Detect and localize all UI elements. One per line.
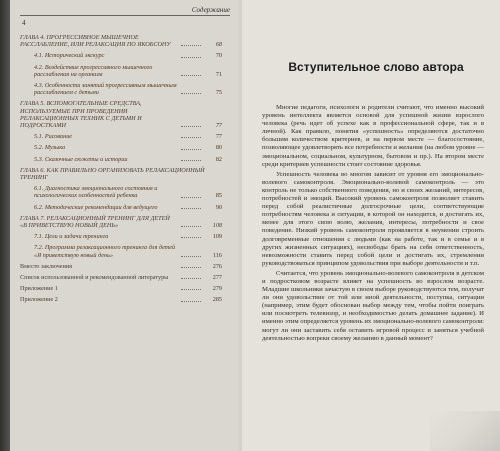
toc-leader-dots [181, 197, 201, 198]
toc-leader-dots [181, 93, 201, 94]
toc-entry [20, 285, 222, 292]
right-page [242, 0, 500, 451]
toc-entry [20, 263, 222, 270]
paragraph: Многие педагоги, психологи и родители считают, что именно высокий уровень интеллекта является основой для успешной жизни взрослого человека (речь идет об успехе как в профессиональной сфере, так и в личной). Как правило, понятия «успешность» определяются достаточно большим количеством критериев, и на первом месте — благосостояние, позволяющее удовлетворять все потребности и желания (на любом уровне — эмоциональном, социальном, культурном, бытовом и пр.). На втором месте среди критериев успешности стоит состояние здоровья. [262, 104, 484, 168]
toc-entry-title: ГЛАВА 6. КАК ПРАВИЛЬНО ОРГАНИЗОВАТЬ РЕЛАКСАЦИОННЫЙ ТРЕНИНГ [20, 166, 205, 182]
toc-chapter [20, 215, 222, 229]
toc-leader-dots [181, 149, 201, 150]
toc-entry-title: 7.1. Цели и задачи тренинга [34, 233, 109, 241]
body-text [262, 104, 484, 345]
toc-entry [20, 52, 222, 59]
toc-leader-dots [181, 256, 201, 257]
left-page [10, 0, 238, 451]
toc-page-number: 276 [212, 262, 222, 270]
toc-leader-dots [181, 45, 201, 46]
toc-chapter [20, 34, 222, 48]
toc-entry-title: 4.2. Воздействие прогрессивного мышечного расслабления на организм [34, 63, 153, 78]
toc-leader-dots [181, 126, 201, 127]
toc-entry [20, 296, 222, 303]
toc-entry [20, 144, 222, 151]
toc-entry-title: 7.2. Программа релаксационного тренинга для детей «Я приветствую новый день» [34, 244, 176, 259]
toc-leader-dots [181, 301, 201, 302]
toc-page-number: 75 [215, 89, 222, 97]
toc-leader-dots [181, 75, 201, 76]
toc-entry-title: ГЛАВА 5. ВСПОМОГАТЕЛЬНЫЕ СРЕДСТВА, ИСПОЛЬЗУЕМЫЕ ПРИ ПРОВЕДЕНИИ РЕЛАКСАЦИОННЫХ ТЕХНИК С ДЕТЬМИ И ПОДРОСТКАМИ [20, 100, 142, 130]
toc-page-number: 71 [215, 70, 222, 78]
toc-page-number: 70 [215, 52, 222, 60]
toc-leader-dots [181, 57, 201, 58]
toc-entry [20, 244, 222, 258]
toc-entry-title: 6.1. Диагностика эмоционального состояния и психологических особенностей ребенка [34, 185, 158, 200]
toc-page-number: 109 [212, 233, 222, 241]
toc-leader-dots [181, 208, 201, 209]
paragraph: Считается, что уровень эмоционально-волевого самоконтроля в детском и подростковом возрасте влияет на успешность во взрослом возрасте. Младшие школьники зачастую в своем выборе руководствуются тем, получат ли они удовольствие от той или иной деятельности, поступка, ситуации (например, этим будет обоснован выбор между тем, чтобы пойти поиграть или посмотреть телевизор, и необходимостью делать домашнее задание). И именно этим определяется уровень их эмоционально-волевого самоконтроля: могут ли они заставить себя оставить игровой процесс и заняться учебной деятельностью вопреки своему желанию в данный момент? [262, 269, 484, 342]
toc-page-number: 80 [215, 144, 222, 152]
toc-page-number: 85 [215, 192, 222, 200]
toc-entry [20, 185, 222, 199]
table-of-contents [20, 30, 222, 304]
toc-entry [20, 204, 222, 211]
toc-page-number: 116 [212, 251, 222, 259]
toc-entry-title: 4.3. Особенности занятий прогрессивным мышечным расслаблением с детьми [34, 82, 177, 97]
toc-entry [20, 133, 222, 140]
toc-chapter [20, 167, 222, 181]
toc-page-number: 279 [212, 285, 222, 293]
toc-page-number: 77 [215, 122, 222, 130]
toc-entry-title: ГЛАВА 7. РЕЛАКСАЦИОННЫЙ ТРЕНИНГ ДЛЯ ДЕТЕЙ «В ПРИВЕТСТВУЮ НОВЫЙ ДЕНЬ» [20, 214, 170, 230]
toc-entry-title: 5.2. Музыка [34, 144, 66, 152]
toc-entry [20, 156, 222, 163]
toc-entry-title: 4.1. Исторический экскурс [34, 52, 105, 60]
toc-leader-dots [181, 137, 201, 138]
page-title: Вступительное слово автора [288, 60, 464, 74]
left-page-number: 4 [22, 19, 26, 27]
toc-entry [20, 233, 222, 240]
toc-page-number: 77 [215, 133, 222, 141]
toc-page-number: 82 [215, 155, 222, 163]
toc-page-number: 90 [215, 203, 222, 211]
toc-entry [20, 82, 222, 96]
toc-entry-title: ГЛАВА 4. ПРОГРЕССИВНОЕ МЫШЕЧНОЕ РАССЛАБЛЕНИЕ, ИЛИ РЕЛАКСАЦИЯ ПО ЯКОБСОНУ [20, 34, 171, 49]
toc-page-number: 68 [215, 41, 222, 49]
toc-leader-dots [181, 160, 201, 161]
page-shadow [430, 411, 500, 451]
toc-entry-title: Приложение 2 [20, 296, 58, 304]
toc-entry [20, 64, 222, 78]
toc-entry-title: Вместо заключения [20, 262, 72, 270]
toc-chapter [20, 100, 222, 129]
toc-page-number: 277 [212, 274, 222, 282]
toc-page-number: 285 [212, 296, 222, 304]
toc-leader-dots [181, 237, 201, 238]
toc-entry-title: Список использованной и рекомендованной литературы [20, 274, 169, 282]
toc-entry-title: 5.1. Рисование [34, 133, 73, 141]
toc-entry [20, 274, 222, 281]
toc-leader-dots [181, 278, 201, 279]
toc-entry-title: 6.2. Методические рекомендации для ведущего [34, 203, 158, 211]
toc-leader-dots [181, 289, 201, 290]
toc-leader-dots [181, 267, 201, 268]
toc-entry-title: 5.3. Сказочные сюжеты и истории [34, 155, 128, 163]
paragraph: Успешность человека во многом зависит от уровня его эмоционально-волевого самоконтроля. Эмоционально-волевой самоконтроль — это контроль не только собственного поведения, но и своих желаний, интересов, потребностей и эмоций. Высокий уровень самоконтроля позволяет ставить перед собой реалистичные долгосрочные цели, соответствующие потребностям человека и ситуации, в которой он находится, и достигать их, менее для этого свою волю, желания, интересы, потребности и свое поведение. Низкий уровень самоконтроля проявляется в неумении строить долговременные отношения с людьми (как на работе, так и в семье и в других жизненных ситуациях), несвободы брать на себя ответственность, невозможности ставить перед собой цели и достигать их, стремлении руководствоваться принципом удовольствия при выборе деятельности и т.п. [262, 170, 484, 267]
running-head: Содержание [20, 6, 230, 16]
toc-entry-title: Приложение 1 [20, 285, 58, 293]
toc-leader-dots [181, 226, 201, 227]
toc-page-number: 108 [212, 222, 222, 230]
